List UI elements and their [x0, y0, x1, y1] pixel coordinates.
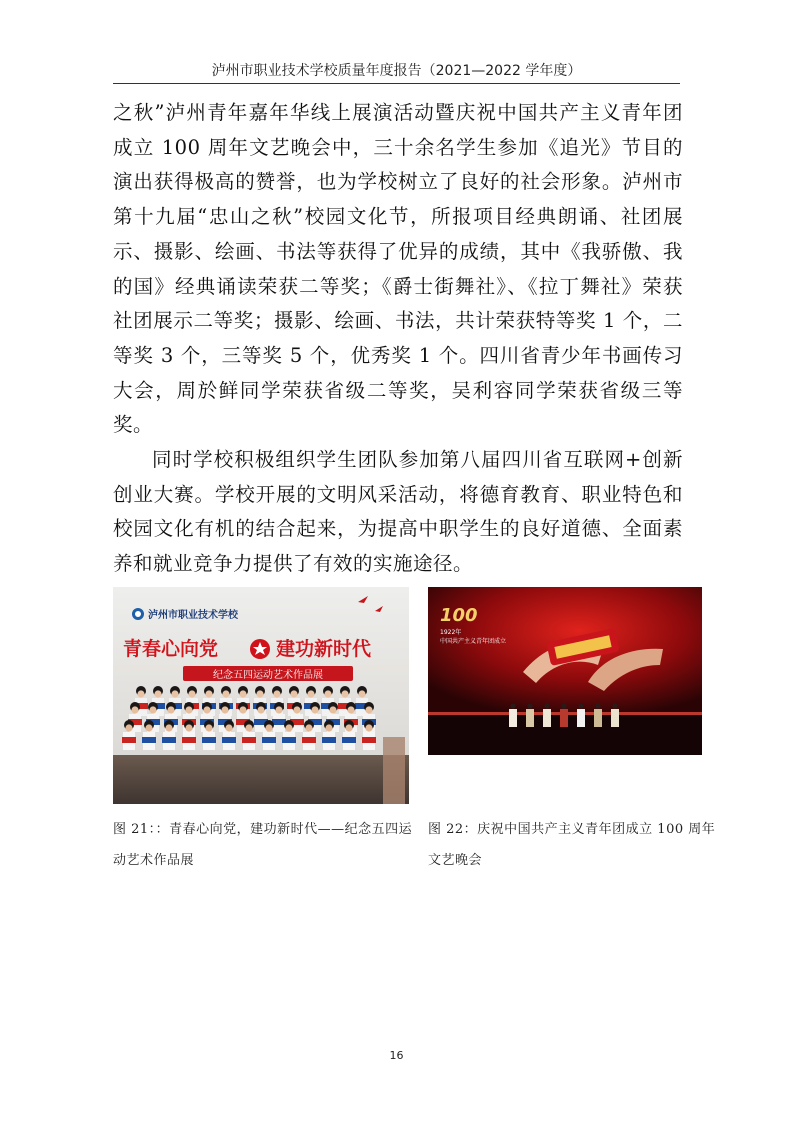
choir-student [282, 720, 296, 750]
choir-student [342, 720, 356, 750]
choir-student [362, 720, 376, 750]
figure-21-caption: 图 21：：青春心向党，建功新时代——纪念五四运动艺术作品展 [113, 822, 413, 868]
choir-student [262, 720, 276, 750]
choir-student [142, 720, 156, 750]
choir-student [162, 720, 176, 750]
choir-student [182, 720, 196, 750]
body-text [113, 96, 683, 582]
star-badge-icon [250, 639, 270, 659]
screen-line-2: 中国共产主义青年团成立 [440, 638, 507, 645]
choir-student [122, 720, 136, 750]
choir-student [302, 720, 316, 750]
paragraph-1: 之秋”泸州青年嘉年华线上展演活动暨庆祝中国共产主义青年团成立 100 周年文艺晚会中，三十余名学生参加《追光》节目的演出获得极高的赞誉，也为学校树立了良好的社会形象。泸州市第十九届“忠山之秋”校园文化节，所报项目经典朗诵、社团展示、摄影、绘画、书法等获得了优异的成绩，其中《我骄傲、我的国》经典诵读荣获二等奖；《爵士街舞社》、《拉丁舞社》荣获社团展示二等奖；摄影、绘画、书法，共计荣获特等奖 1 个，二等奖 3 个，三等奖 5 个，优秀奖 1 个。四川省青少年书画传习大会，周於鲜同学荣获省级二等奖，吴利容同学荣获省级三等奖。 [113, 101, 683, 437]
banner-left-text: 青春心向党 [123, 638, 219, 660]
choir-student [272, 702, 286, 732]
centenary-logo: 100 [440, 605, 478, 626]
stage-floor [113, 755, 409, 804]
page-number: 16 [389, 1049, 404, 1062]
choir-student [202, 720, 216, 750]
choir-student [222, 720, 236, 750]
paragraph-2: 同时学校积极组织学生团队参加第八届四川省互联网+创新创业大赛。学校开展的文明风采活动，将德育教育、职业特色和校园文化有机的结合起来，为提高中职学生的良好道德、全面素养和就业竞争力提供了有效的实施途径。 [113, 448, 683, 576]
choir-student [322, 720, 336, 750]
ribbon-text: 纪念五四运动艺术作品展 [213, 670, 323, 681]
school-logo-icon [132, 608, 144, 620]
figure-22-caption: 图 22：庆祝中国共产主义青年团成立 100 周年文艺晚会 [428, 822, 716, 868]
figure-21-photo [113, 587, 409, 804]
header-divider [113, 83, 680, 84]
photo-school-name: 泸州市职业技术学校 [148, 610, 238, 621]
screen-line-1: 1922年 [440, 629, 462, 636]
report-header-title: 泸州市职业技术学校质量年度报告（2021—2022 学年度） [211, 63, 582, 79]
choir-student [242, 720, 256, 750]
banner-right-text: 建功新时代 [276, 638, 372, 660]
figure-22-photo [428, 587, 702, 755]
